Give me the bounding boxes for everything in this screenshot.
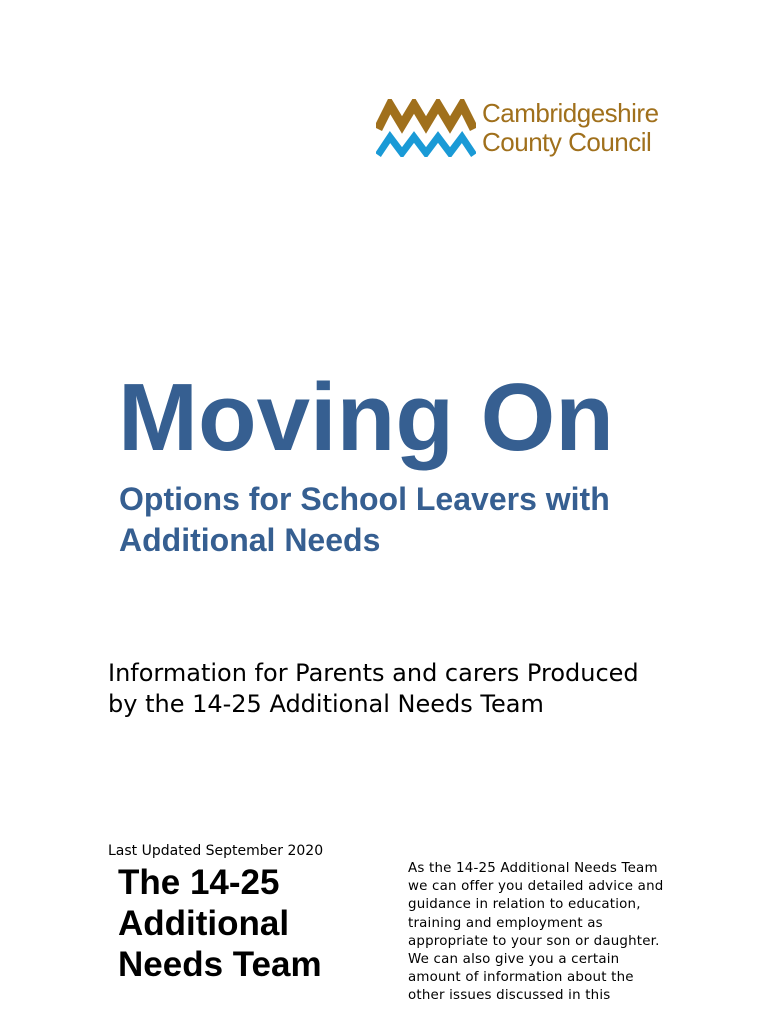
logo-line-1: Cambridgeshire (482, 98, 659, 128)
document-subtitle: Options for School Leavers with Additional Needs (119, 481, 610, 558)
last-updated: Last Updated September 2020 (108, 843, 324, 859)
logo-line-2: County Council (482, 127, 652, 157)
document-title: Moving On (118, 364, 614, 471)
audience-info: Information for Parents and carers Produced by the 14-25 Additional Needs Team (108, 659, 639, 718)
council-logo (376, 99, 666, 163)
council-logo-wordmark (482, 99, 659, 157)
council-logo-mark (376, 99, 476, 157)
section-body: As the 14-25 Additional Needs Team we can offer you detailed advice and guidance in relation to education, training and employment as appropriate to your son or daughter. We can also give you a certain amount of information about the other issues discussed in this (408, 861, 664, 1004)
section-heading: The 14-25 Additional Needs Team (118, 863, 322, 984)
